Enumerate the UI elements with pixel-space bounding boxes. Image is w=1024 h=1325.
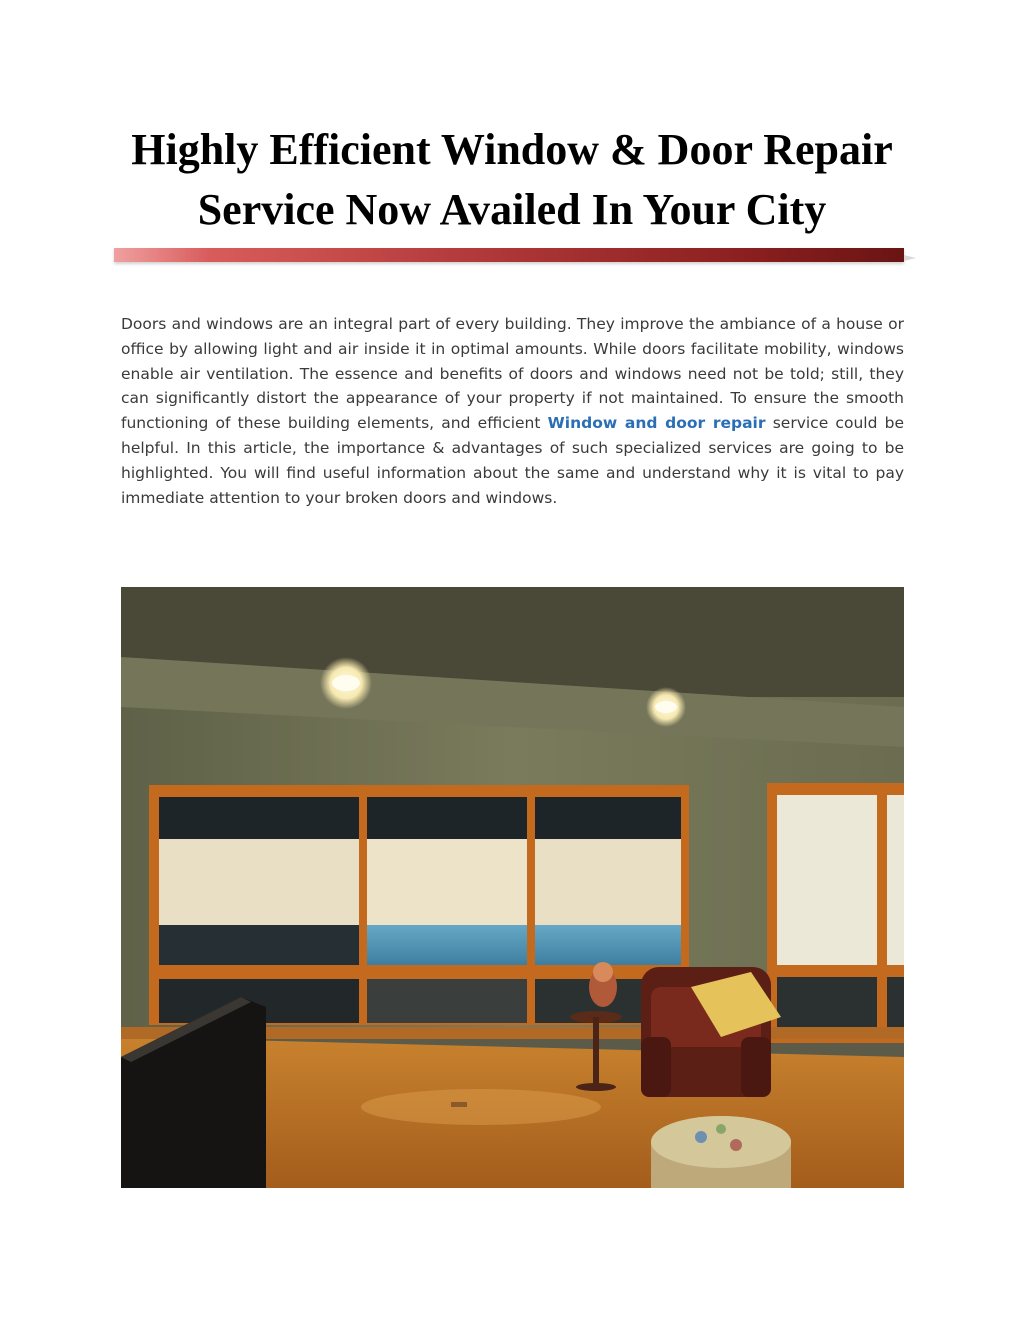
title-divider-tail	[904, 255, 916, 261]
room-photo	[121, 587, 904, 1188]
title-divider	[114, 248, 904, 262]
page-title-line-1: Highly Efficient Window & Door Repair	[131, 125, 893, 174]
intro-text-before-link: Doors and windows are an integral part of every building. They improve the ambiance of a house or office by allowing light and air inside it in optimal amounts. While doors facilitate mobility, windows enable air ventilation. The essence and benefits of doors and windows need not be told; still, they can significantly distort the appearance of your property if not maintained. To ensure the smooth functioning of these building elements, and efficient	[121, 315, 904, 433]
room-photo-icon	[121, 587, 904, 1188]
page-title-line-2: Service Now Availed In Your City	[197, 185, 827, 234]
window-door-repair-link[interactable]: Window and door repair	[547, 414, 766, 433]
intro-text-after-link: service could be helpful. In this article, the importance & advantages of such specialized services are going to be highlighted. You will find useful information about the same and understand why it is vital to pay immediate attention to your broken doors and windows.	[121, 414, 904, 507]
page-title	[100, 120, 924, 240]
intro-paragraph	[121, 312, 904, 510]
